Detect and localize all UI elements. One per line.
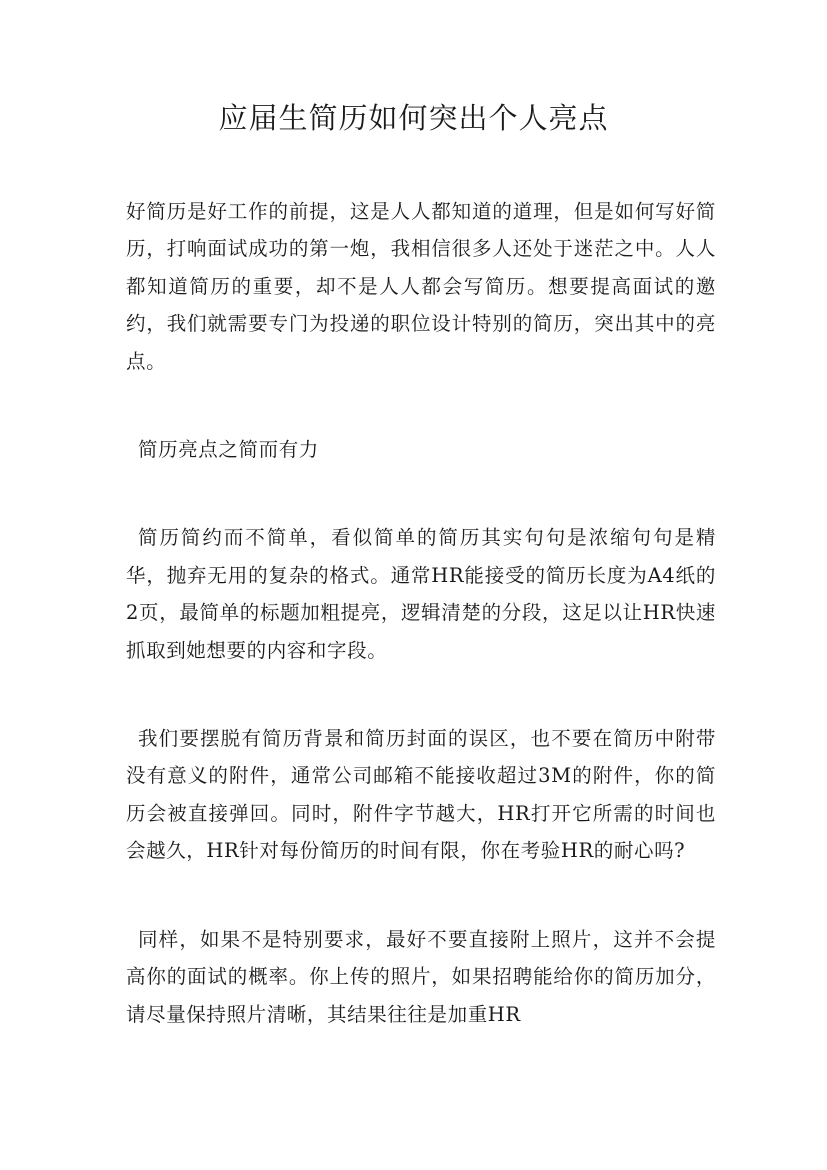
document-title: 应届生简历如何突出个人亮点 bbox=[218, 101, 609, 135]
document-body bbox=[126, 193, 716, 1033]
paragraph-photo: 同样，如果不是特别要求，最好不要直接附上照片，这并不会提高你的面试的概率。你上传的照片，如果招聘能给你的简历加分，请尽量保持照片清晰，其结果往往是加重HR bbox=[126, 927, 716, 1026]
paragraph-intro: 好简历是好工作的前提，这是人人都知道的道理，但是如何写好简历，打响面试成功的第一炮，我相信很多人还处于迷茫之中。人人都知道简历的重要，却不是人人都会写简历。想要提高面试的邀约，我们就需要专门为投递的职位设计特别的简历，突出其中的亮点。 bbox=[126, 200, 716, 373]
paragraph-concise: 简历简约而不简单，看似简单的简历其实句句是浓缩句句是精华，抛弃无用的复杂的格式。通常HR能接受的简历长度为A4纸的2页，最简单的标题加粗提亮，逻辑清楚的分段，这足以让HR快速抓取到她想要的内容和字段。 bbox=[126, 526, 716, 662]
section-heading: 简历亮点之简而有力 bbox=[138, 438, 319, 462]
paragraph-attachments: 我们要摆脱有简历背景和简历封面的误区，也不要在简历中附带没有意义的附件，通常公司邮箱不能接收超过3M的附件，你的简历会被直接弹回。同时，附件字节越大，HR打开它所需的时间也会越久，HR针对每份简历的时间有限，你在考验HR的耐心吗? bbox=[126, 727, 716, 863]
